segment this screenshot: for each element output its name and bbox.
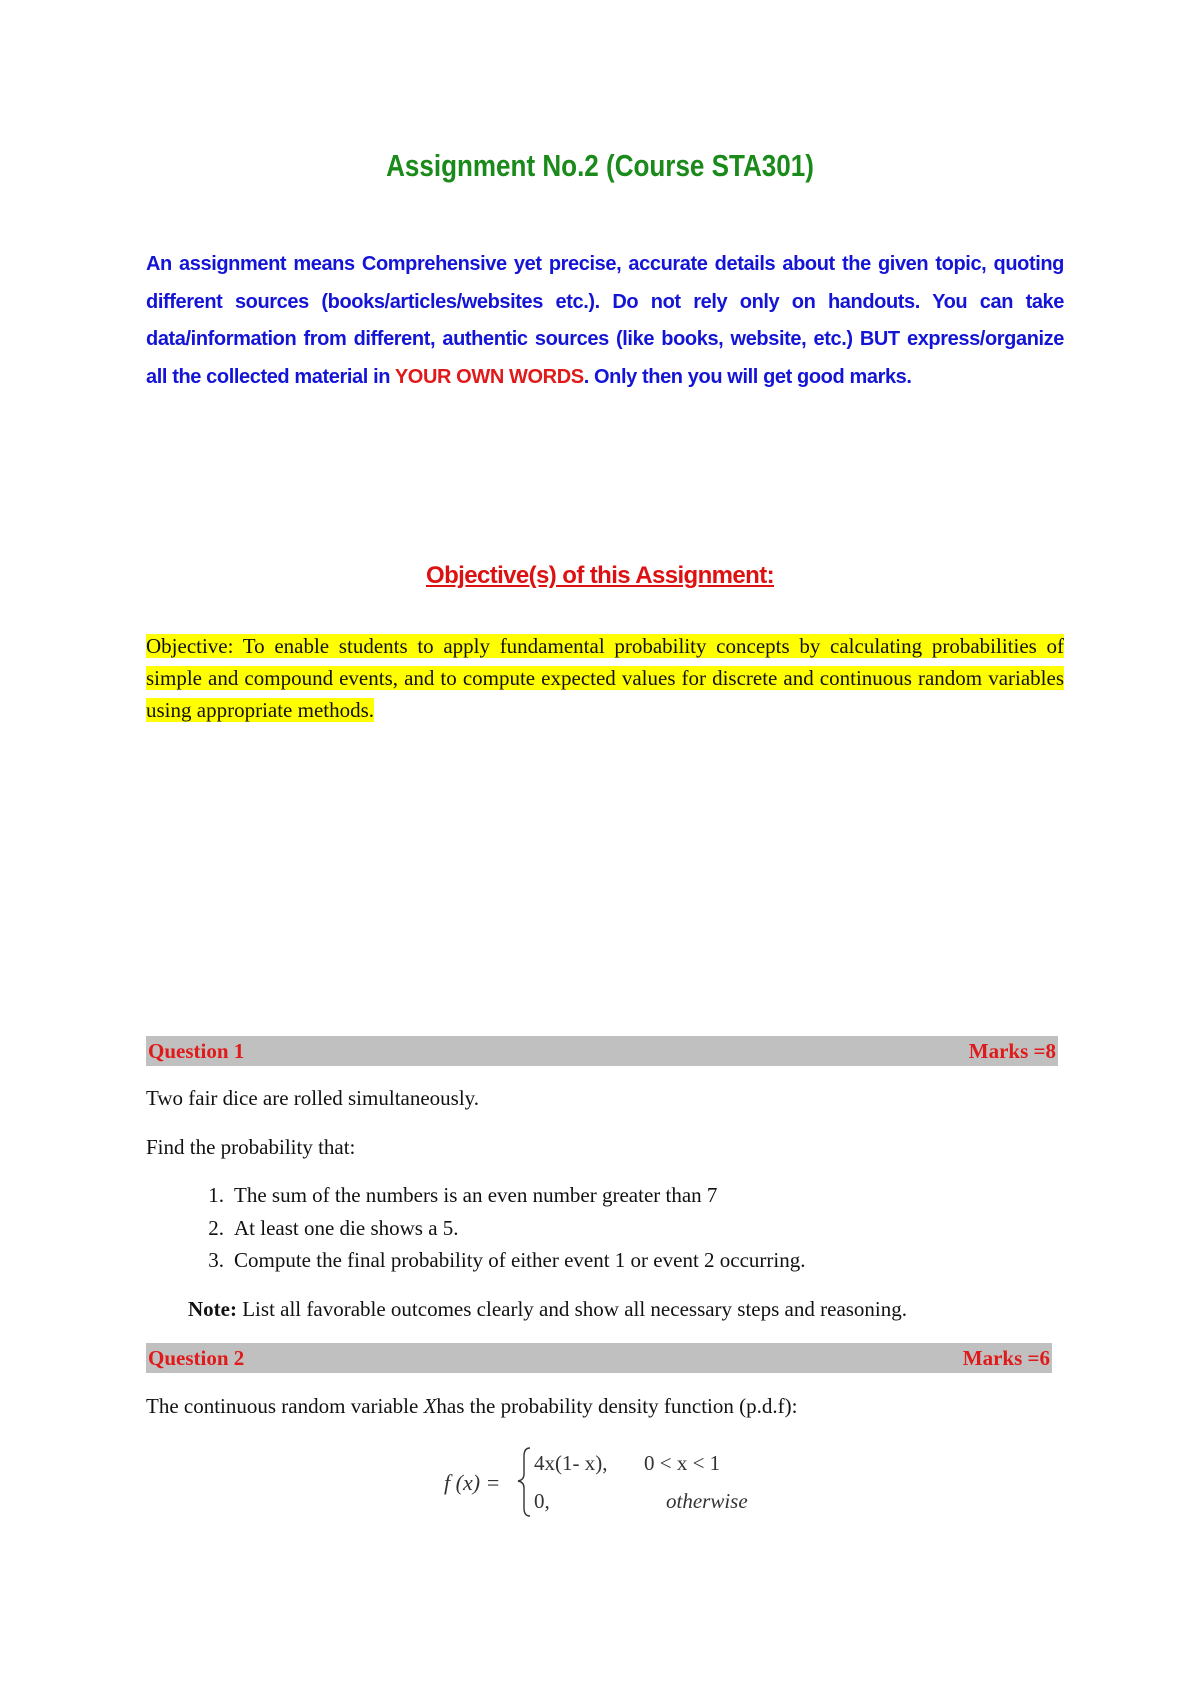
- formula-brace: [518, 1448, 530, 1516]
- list-item-text: At least one die shows a 5.: [234, 1215, 459, 1240]
- objective-text: Objective: To enable students to apply fundamental probability concepts by calculating probabilities of simple and compound events, and to compute expected values for discrete and continuous random variables using appropriate methods.: [146, 634, 1064, 722]
- page-title: Assignment No.2 (Course STA301): [386, 148, 814, 183]
- question-2-label: Question 2: [148, 1345, 245, 1370]
- question-1-header: [146, 1036, 1058, 1066]
- question-1-label: Question 1: [148, 1038, 245, 1063]
- question-2-variable: X: [423, 1394, 437, 1418]
- intro-text-part1: An assignment means Comprehensive yet precise, accurate details about the given topic, quoting different sources (books/articles/websites etc.). Do not rely only on handouts. You can take data/information from different, authentic sources (like books, website, etc.) BUT express/organize all the collected material in: [146, 253, 1064, 388]
- list-item-text: Compute the final probability of either event 1 or event 2 occurring.: [234, 1248, 806, 1272]
- formula-case2-expr: 0,: [534, 1489, 550, 1513]
- note-label: Note:: [188, 1297, 237, 1321]
- question-1-list: [146, 1183, 806, 1281]
- intro-emphasis: YOUR OWN WORDS: [394, 365, 584, 388]
- question-1-note: [188, 1297, 907, 1322]
- question-1-prompt: Find the probability that:: [146, 1135, 356, 1159]
- objective-heading: Objective(s) of this Assignment:: [426, 562, 774, 589]
- formula-lhs: f (x) =: [444, 1470, 501, 1495]
- note-text: List all favorable outcomes clearly and show all necessary steps and reasoning.: [236, 1297, 908, 1321]
- list-item-text: The sum of the numbers is an even number greater than 7: [234, 1183, 718, 1207]
- intro-text-part2: . Only then you will get good marks.: [583, 365, 912, 388]
- list-item: [146, 1248, 806, 1281]
- question-1-statement: Two fair dice are rolled simultaneously.: [146, 1086, 480, 1110]
- question-1-marks: Marks =8: [968, 1038, 1056, 1063]
- list-item-number: 3.: [208, 1248, 224, 1272]
- formula-case1-cond: 0 < x < 1: [644, 1451, 721, 1475]
- objective-paragraph: [146, 630, 1064, 726]
- question-2-statement-post: has the probability density function (p.d.f):: [436, 1394, 798, 1418]
- list-item-number: 1.: [208, 1183, 224, 1207]
- pdf-formula: [444, 1440, 774, 1520]
- formula-case2-cond: otherwise: [666, 1489, 748, 1513]
- question-2-statement: [146, 1394, 797, 1419]
- question-2-marks: Marks =6: [962, 1345, 1050, 1370]
- list-item-number: 2.: [208, 1215, 224, 1240]
- formula-case1-expr: 4x(1- x),: [534, 1451, 608, 1475]
- question-2-statement-pre: The continuous random variable: [146, 1394, 424, 1418]
- question-2-header: [146, 1343, 1052, 1373]
- list-item: [146, 1183, 806, 1216]
- list-item: [146, 1216, 806, 1249]
- intro-paragraph: [146, 246, 1064, 396]
